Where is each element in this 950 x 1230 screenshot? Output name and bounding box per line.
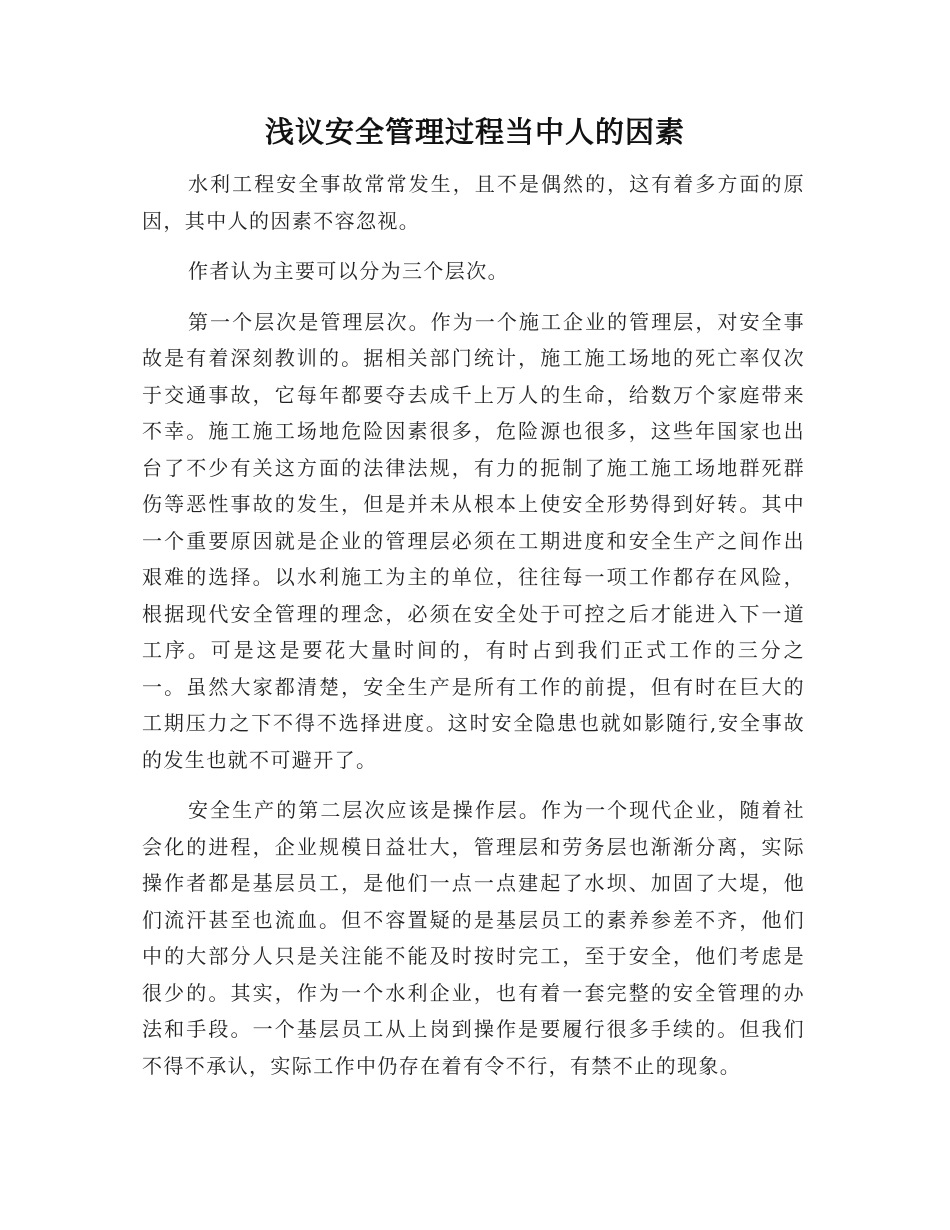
paragraph-operation-level: 安全生产的第二层次应该是操作层。作为一个现代企业，随着社会化的进程，企业规模日益壮大，管理层和劳务层也渐渐分离，实际操作者都是基层员工，是他们一点一点建起了水坝、加固了大堤，他们流汗甚至也流血。但不容置疑的是基层员工的素养参差不齐，他们中的大部分人只是关注能不能及时按时完工，至于安全，他们考虑是很少的。其实，作为一个水利企业，也有着一套完整的安全管理的办法和手段。一个基层员工从上岗到操作是要履行很多手续的。但我们不得不承认，实际工作中仍存在着有令不行，有禁不止的现象。 (142, 798, 805, 1078)
paragraph-intro: 水利工程安全事故常常发生，且不是偶然的，这有着多方面的原因，其中人的因素不容忽视。 (142, 172, 805, 233)
paragraph-management-level: 第一个层次是管理层次。作为一个施工企业的管理层，对安全事故是有着深刻教训的。据相关部门统计，施工施工场地的死亡率仅次于交通事故，它每年都要夺去成千上万人的生命，给数万个家庭带来不幸。施工施工场地危险因素很多，危险源也很多，这些年国家也出台了不少有关这方面的法律法规，有力的扼制了施工施工场地群死群伤等恶性事故的发生，但是并未从根本上使安全形势得到好转。其中一个重要原因就是企业的管理层必须在工期进度和安全生产之间作出艰难的选择。以水利施工为主的单位，往往每一项工作都存在风险，根据现代安全管理的理念，必须在安全处于可控之后才能进入下一道工序。可是这是要花大量时间的，有时占到我们正式工作的三分之一。虽然大家都清楚，安全生产是所有工作的前提，但有时在巨大的工期压力之下不得不选择进度。这时安全隐患也就如影随行,安全事故的发生也就不可避开了。 (142, 309, 805, 772)
document-title: 浅议安全管理过程当中人的因素 (264, 115, 685, 149)
document-body (142, 166, 805, 1098)
paragraph-levels: 作者认为主要可以分为三个层次。 (188, 259, 509, 283)
